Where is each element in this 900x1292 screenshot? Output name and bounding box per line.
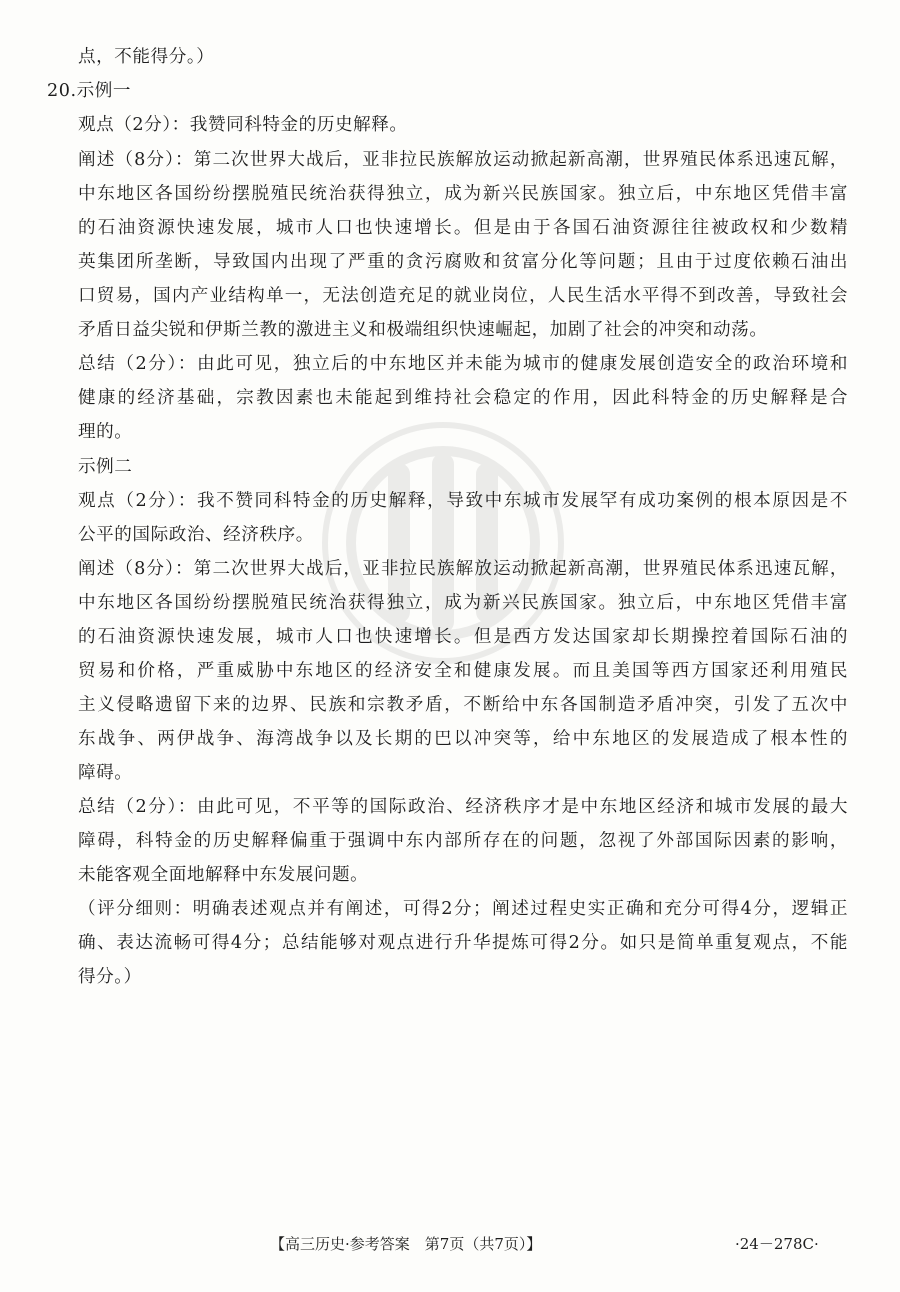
text-line: 总结（2分）：由此可见，独立后的中东地区并未能为城市的健康发展创造安全的政治环境和 bbox=[78, 354, 848, 374]
page-footer: 【高三历史·参考答案 第7页（共7页）】 bbox=[270, 1235, 542, 1253]
text-line: 贸易和价格，严重威胁中东地区的经济安全和健康发展。而且美国等西方国家还利用殖民 bbox=[78, 661, 848, 681]
text-line: 东战争、两伊战争、海湾战争以及长期的巴以冲突等，给中东地区的发展造成了根本性的 bbox=[78, 729, 848, 749]
text-line: 中东地区各国纷纷摆脱殖民统治获得独立，成为新兴民族国家。独立后，中东地区凭借丰富 bbox=[78, 593, 848, 613]
text-line: 观点（2分）：我不赞同科特金的历史解释，导致中东城市发展罕有成功案例的根本原因是不 bbox=[78, 491, 848, 511]
text-line: 障碍。 bbox=[78, 763, 133, 783]
text-line: 中东地区各国纷纷摆脱殖民统治获得独立，成为新兴民族国家。独立后，中东地区凭借丰富 bbox=[78, 184, 848, 204]
text-line: 观点（2分）：我赞同科特金的历史解释。 bbox=[78, 115, 408, 135]
text-line: 阐述（8分）：第二次世界大战后，亚非拉民族解放运动掀起新高潮，世界殖民体系迅速瓦解， bbox=[78, 559, 848, 579]
example-heading: 示例二 bbox=[78, 457, 133, 477]
scoring-rules-line: 得分。） bbox=[78, 967, 142, 987]
text-line: 主义侵略遗留下来的边界、民族和宗教矛盾，不断给中东各国制造矛盾冲突，引发了五次中 bbox=[78, 695, 848, 715]
text-line: 总结（2分）：由此可见，不平等的国际政治、经济秩序才是中东地区经济和城市发展的最大 bbox=[78, 797, 848, 817]
text-line: 公平的国际政治、经济秩序。 bbox=[78, 525, 314, 545]
text-line: 英集团所垄断，导致国内出现了严重的贪污腐败和贫富分化等问题；且由于过度依赖石油出 bbox=[78, 252, 848, 272]
text-line: 点，不能得分。） bbox=[78, 47, 215, 67]
text-line: 未能客观全面地解释中东发展问题。 bbox=[78, 865, 369, 885]
scoring-rules-line: （评分细则：明确表述观点并有阐述，可得2分；阐述过程史实正确和充分可得4分，逻辑正 bbox=[78, 899, 848, 919]
text-line: 健康的经济基础，宗教因素也未能起到维持社会稳定的作用，因此科特金的历史解释是合 bbox=[78, 388, 848, 408]
text-line: 的石油资源快速发展，城市人口也快速增长。但是由于各国石油资源往往被政权和少数精 bbox=[78, 218, 848, 238]
text-line: 障碍，科特金的历史解释偏重于强调中东内部所存在的问题，忽视了外部国际因素的影响， bbox=[78, 831, 848, 851]
text-line: 矛盾日益尖锐和伊斯兰教的激进主义和极端组织快速崛起，加剧了社会的冲突和动荡。 bbox=[78, 320, 768, 340]
text-line: 理的。 bbox=[78, 422, 133, 442]
exam-code: ·24－278C· bbox=[735, 1235, 819, 1253]
question-number-line: 20.示例一 bbox=[47, 81, 132, 101]
text-line: 的石油资源快速发展，城市人口也快速增长。但是西方发达国家却长期操控着国际石油的 bbox=[78, 627, 848, 647]
text-line: 阐述（8分）：第二次世界大战后，亚非拉民族解放运动掀起新高潮，世界殖民体系迅速瓦解， bbox=[78, 150, 848, 170]
text-line: 口贸易，国内产业结构单一，无法创造充足的就业岗位，人民生活水平得不到改善，导致社会 bbox=[78, 286, 848, 306]
scoring-rules-line: 确、表达流畅可得4分；总结能够对观点进行升华提炼可得2分。如只是简单重复观点，不能 bbox=[78, 933, 848, 953]
